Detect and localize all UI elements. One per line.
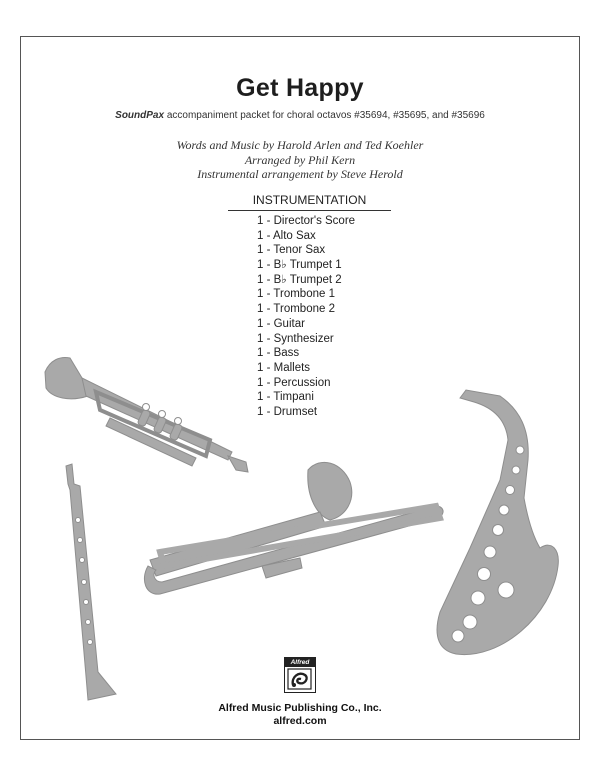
list-item: 1 - B♭ Trumpet 1 [257,259,342,272]
page-title: Get Happy [236,74,364,102]
list-item: 1 - Bass [257,347,300,360]
list-item: 1 - Alto Sax [257,229,316,242]
list-item: 1 - Guitar [257,317,305,330]
list-item: 1 - Percussion [257,376,331,389]
list-item: 1 - Mallets [257,361,311,374]
website-link[interactable]: alfred.com [273,715,327,727]
publisher-name: Alfred Music Publishing Co., Inc. [218,702,382,714]
clarinet-icon [66,464,116,700]
credit-instrumental: Instrumental arrangement by Steve Herold [197,167,403,182]
list-item: 1 - Director's Score [257,215,356,227]
list-item: 1 - Timpani [257,391,314,404]
list-item: 1 - Synthesizer [257,332,334,345]
trombone-icon [144,462,443,594]
logo-mark [285,667,314,691]
credit-words-music: Words and Music by Harold Arlen and Ted Koehler [176,138,424,152]
brand-name: SoundPax [115,110,165,121]
list-item: 1 - B♭ Trumpet 2 [257,273,342,286]
instrumentation-heading: INSTRUMENTATION [228,193,391,211]
list-item: 1 - Drumset [257,405,318,418]
credit-arranger: Arranged by Phil Kern [244,152,356,167]
saxophone-icon [437,390,558,655]
list-item: 1 - Trombone 1 [257,288,335,301]
logo-label: Alfred [285,658,315,667]
list-item: 1 - Tenor Sax [257,244,326,257]
subtitle-text: accompaniment packet for choral octavos #35694, #35695, and #35696 [164,110,485,121]
list-item: 1 - Trombone 2 [257,303,335,316]
trumpet-icon [45,358,248,472]
alfred-logo-icon [284,657,316,693]
